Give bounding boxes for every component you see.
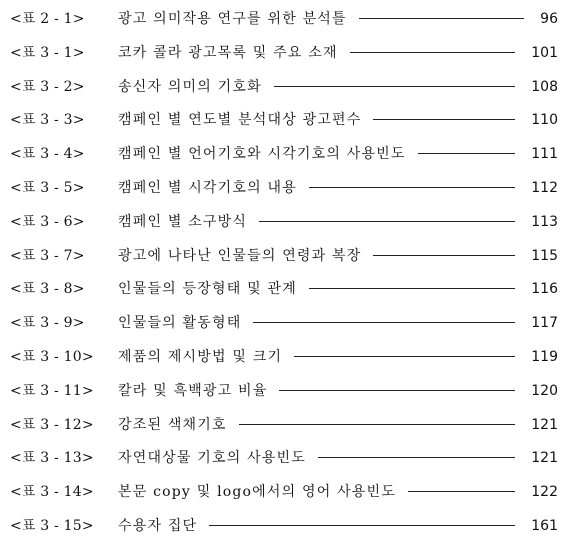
toc-page-number: 96 <box>540 11 558 27</box>
toc-leader-line <box>253 322 515 323</box>
toc-table-title: 캠페인 별 언어기호와 시각기호의 사용빈도 <box>118 145 414 163</box>
toc-page-number: 108 <box>531 78 558 95</box>
toc-table-title: 캠페인 별 시각기호의 내용 <box>118 179 305 197</box>
toc-page-number: 116 <box>531 281 558 298</box>
toc-row <box>0 244 582 268</box>
toc-table-title: 광고 의미작용 연구를 위한 분석틀 <box>118 10 355 28</box>
toc-row <box>0 446 582 470</box>
toc-row <box>0 413 582 437</box>
toc-table-title: 광고에 나타난 인물들의 연령과 복장 <box>118 247 369 265</box>
toc-page-number: 117 <box>531 315 558 332</box>
toc-page-number: 161 <box>531 518 558 534</box>
toc-page-number: 113 <box>531 213 558 230</box>
toc-table-title: 캠페인 별 소구방식 <box>118 213 255 231</box>
toc-leader-line <box>309 288 515 289</box>
toc-row <box>0 75 582 99</box>
toc-table-label: <표 2 - 1> <box>10 11 85 27</box>
toc-leader-line <box>408 491 515 492</box>
toc-table-title: 자연대상물 기호의 사용빈도 <box>118 449 314 467</box>
toc-table-label: <표 3 - 3> <box>10 112 85 129</box>
toc-table-title: 인물들의 활동형태 <box>118 314 249 332</box>
toc-table-title: 강조된 색채기호 <box>118 416 235 434</box>
toc-table-label: <표 3 - 10> <box>10 349 94 365</box>
toc-leader-line <box>279 390 515 391</box>
toc-row <box>0 210 582 234</box>
toc-page-number: 120 <box>531 382 558 399</box>
toc-table-label: <표 3 - 9> <box>10 315 85 332</box>
toc-row <box>0 176 582 200</box>
toc-row <box>0 514 582 538</box>
toc-leader-line <box>309 187 515 188</box>
toc-row <box>0 345 582 369</box>
toc-page-number: 121 <box>531 450 558 467</box>
toc-leader-line <box>418 153 515 154</box>
toc-row <box>0 311 582 335</box>
toc-table-title: 캠페인 별 연도별 분석대상 광고편수 <box>118 111 369 129</box>
toc-leader-line <box>274 86 515 87</box>
toc-table-title: 인물들의 등장형태 및 관계 <box>118 280 305 298</box>
toc-table-label: <표 3 - 14> <box>10 484 94 501</box>
toc-page-number: 115 <box>531 247 558 264</box>
toc-leader-line <box>318 457 515 458</box>
toc-leader-line <box>239 424 515 425</box>
toc-leader-line <box>373 255 515 256</box>
toc-table-label: <표 3 - 11> <box>10 382 94 399</box>
toc-page-number: 122 <box>531 484 558 501</box>
toc-table-label: <표 3 - 5> <box>10 180 85 196</box>
toc-leader-line <box>209 525 515 526</box>
toc-page-number: 112 <box>531 180 558 196</box>
toc-page-number: 119 <box>531 349 558 365</box>
toc-leader-line <box>294 356 515 357</box>
toc-page-number: 111 <box>531 146 558 163</box>
toc-table-label: <표 3 - 1> <box>10 44 85 61</box>
toc-row <box>0 108 582 132</box>
toc-leader-line <box>350 52 515 53</box>
toc-row <box>0 7 582 31</box>
toc-table-label: <표 3 - 7> <box>10 247 85 264</box>
toc-table-label: <표 3 - 8> <box>10 281 85 298</box>
toc-table-title: 송신자 의미의 기호화 <box>118 78 270 96</box>
toc-page-number: 110 <box>531 112 558 129</box>
toc-row <box>0 480 582 504</box>
toc-row <box>0 41 582 65</box>
toc-leader-line <box>373 119 515 120</box>
toc-table-label: <표 3 - 2> <box>10 78 85 95</box>
toc-table-label: <표 3 - 4> <box>10 146 85 163</box>
toc-table-label: <표 3 - 13> <box>10 450 94 467</box>
toc-table-title: 본문 copy 및 logo에서의 영어 사용빈도 <box>118 483 404 501</box>
toc-table-label: <표 3 - 6> <box>10 213 85 230</box>
toc-page-number: 121 <box>531 416 558 433</box>
toc-leader-line <box>359 18 524 19</box>
toc-table-title: 수용자 집단 <box>118 517 205 535</box>
toc-row <box>0 277 582 301</box>
toc-table-title: 코카 콜라 광고목록 및 주요 소재 <box>118 44 346 62</box>
toc-table-label: <표 3 - 15> <box>10 518 94 534</box>
toc-leader-line <box>259 221 515 222</box>
toc-page-number: 101 <box>531 44 558 61</box>
toc-row <box>0 142 582 166</box>
toc-table-title: 제품의 제시방법 및 크기 <box>118 348 290 366</box>
toc-table-label: <표 3 - 12> <box>10 416 94 433</box>
toc-row <box>0 379 582 403</box>
toc-table-title: 칼라 및 흑백광고 비율 <box>118 382 275 400</box>
